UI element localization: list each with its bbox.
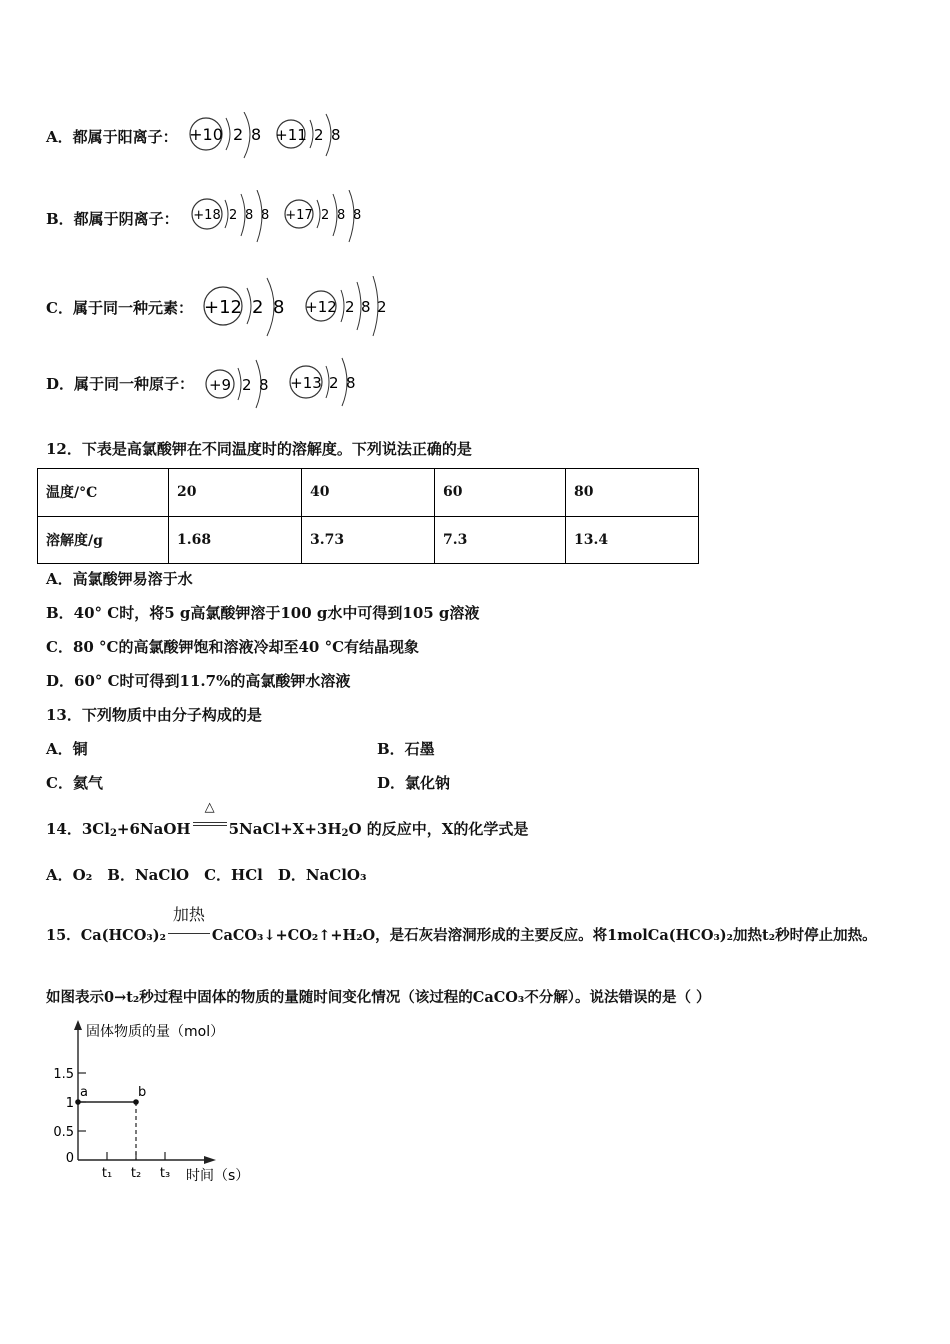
ion-structure-diagram — [202, 356, 372, 410]
table-header-cell: 溶解度/g — [38, 516, 169, 564]
table-row — [38, 516, 699, 564]
q13-option-a: A．铜 — [46, 740, 88, 758]
nucleus-charge: +9 — [208, 376, 232, 394]
data-point — [133, 1099, 139, 1105]
nucleus-charge: +17 — [284, 208, 313, 223]
x-tick-label: t₁ — [101, 1166, 113, 1181]
nucleus-charge: +18 — [192, 208, 221, 223]
q13-option-b: B．石墨 — [377, 740, 435, 758]
subscript: 2 — [341, 828, 349, 839]
table-row — [38, 469, 699, 517]
q13-option-d: D．氯化钠 — [377, 774, 451, 792]
y-axis-label: 固体物质的量（mol） — [86, 1024, 225, 1040]
reaction-condition — [193, 800, 227, 834]
ion-structure-diagram — [201, 276, 401, 338]
shell-electrons: 2 — [320, 208, 329, 223]
table-cell: 1.68 — [169, 516, 302, 564]
ion-diagram-1 — [206, 360, 269, 408]
q15-followup: 如图表示0→t₂秒过程中固体的物质的量随时间变化情况（该过程的CaCO₃不分解）。说法错误的是（ ） — [46, 989, 711, 1006]
q13-option-c: C．氦气 — [46, 774, 103, 792]
shell-electrons: 8 — [360, 298, 371, 316]
shell-electrons: 8 — [352, 208, 361, 223]
q12-option-b: B．40° C时，将5 g高氯酸钾溶于100 g水中可得到105 g溶液 — [46, 604, 480, 622]
nucleus-charge: +10 — [188, 125, 223, 144]
data-point — [75, 1099, 81, 1105]
shell-electrons: 8 — [244, 208, 253, 223]
ion-structure-diagram — [186, 112, 366, 160]
ion-diagram-2 — [305, 276, 386, 336]
equation-reactants: 3Cl — [81, 820, 110, 838]
q13-stem: 13．下列物质中由分子构成的是 — [46, 706, 262, 724]
shell-electrons: 2 — [329, 374, 339, 392]
ion-diagram-1 — [204, 278, 284, 336]
table-cell: 7.3 — [435, 516, 566, 564]
option-label: B．都属于阴离子： — [46, 209, 179, 228]
amount-time-chart — [40, 1018, 260, 1188]
y-axis-arrow — [74, 1020, 82, 1030]
q14-stem — [46, 800, 529, 839]
shell-electrons: 2 — [232, 125, 243, 144]
heating-label: 加热 — [172, 905, 205, 924]
nucleus-charge: +11 — [274, 126, 307, 144]
shell-electrons: 2 — [313, 126, 324, 144]
q15-stem — [46, 905, 877, 945]
shell-electrons: 8 — [259, 376, 269, 394]
equation-products-2: O 的反应中，X的化学式是 — [348, 820, 529, 838]
shell-electrons: 2 — [251, 297, 264, 318]
nucleus-charge: +12 — [203, 297, 242, 318]
table-cell: 80 — [566, 469, 699, 517]
equation-lhs: Ca(HCO₃)₂ — [80, 927, 166, 944]
q12-option-c: C．80 °C的高氯酸钾饱和溶液冷却至40 °C有结晶现象 — [46, 638, 420, 656]
table-cell: 60 — [435, 469, 566, 517]
option-label: D．属于同一种原子： — [46, 374, 195, 393]
y-tick-label: 0.5 — [53, 1125, 74, 1140]
shell-electrons: 2 — [344, 298, 355, 316]
q11-option-a — [46, 112, 366, 160]
table-cell: 20 — [169, 469, 302, 517]
option-label: C．属于同一种元素： — [46, 298, 193, 317]
question-number: 14． — [46, 820, 82, 838]
point-label: b — [138, 1085, 147, 1100]
ion-diagram-2 — [285, 190, 361, 242]
question-number: 15． — [46, 927, 81, 944]
reaction-condition — [168, 905, 210, 940]
x-axis-arrow — [204, 1156, 216, 1164]
shell-electrons: 2 — [228, 208, 237, 223]
table-cell: 3.73 — [302, 516, 435, 564]
nucleus-charge: +12 — [305, 298, 337, 316]
solubility-table — [37, 468, 699, 564]
x-tick-label: t₃ — [159, 1166, 171, 1181]
y-tick-label: 0 — [65, 1151, 74, 1166]
shell-electrons: 8 — [250, 125, 261, 144]
ion-diagram-2 — [290, 358, 356, 406]
q12-option-d: D．60° C时可得到11.7%的高氯酸钾水溶液 — [46, 672, 351, 690]
point-label: a — [80, 1085, 88, 1100]
option-label: A．都属于阳离子： — [46, 127, 178, 146]
equation-rhs: CaCO₃↓+CO₂↑+H₂O，是石灰岩溶洞形成的主要反应。将1molCa(HCO₃)₂加热t₂秒时停止加热。 — [211, 927, 877, 944]
x-axis-label: 时间（s） — [186, 1168, 250, 1184]
table-header-cell: 温度/°C — [38, 469, 169, 517]
ion-structure-diagram — [187, 190, 387, 246]
heat-symbol: △ — [204, 800, 215, 815]
nucleus-charge: +13 — [290, 374, 322, 392]
table-cell: 13.4 — [566, 516, 699, 564]
q11-option-b — [46, 190, 387, 246]
y-tick-label: 1 — [65, 1096, 74, 1111]
shell-electrons: 8 — [260, 208, 269, 223]
y-tick-label: 1.5 — [53, 1067, 74, 1082]
ion-diagram-1 — [189, 112, 261, 158]
x-tick-label: t₂ — [130, 1166, 142, 1181]
equation-products: 5NaCl+X+3H — [228, 820, 342, 838]
ion-diagram-1 — [192, 190, 269, 242]
q12-option-a: A．高氯酸钾易溶于水 — [46, 570, 193, 588]
shell-electrons: 8 — [272, 297, 285, 318]
q11-option-c — [46, 276, 401, 338]
q14-options: A．O₂ B．NaClO C．HCl D．NaClO₃ — [46, 866, 367, 884]
shell-electrons: 2 — [376, 298, 387, 316]
q11-option-d — [46, 356, 372, 410]
shell-electrons: 8 — [336, 208, 345, 223]
table-cell: 40 — [302, 469, 435, 517]
shell-electrons: 2 — [242, 376, 252, 394]
equation-reactants-2: +6NaOH — [116, 820, 191, 838]
ion-diagram-2 — [275, 114, 340, 156]
shell-electrons: 8 — [330, 126, 341, 144]
shell-electrons: 8 — [346, 374, 356, 392]
subscript: 2 — [109, 828, 117, 839]
q12-stem: 12．下表是高氯酸钾在不同温度时的溶解度。下列说法正确的是 — [46, 440, 472, 458]
